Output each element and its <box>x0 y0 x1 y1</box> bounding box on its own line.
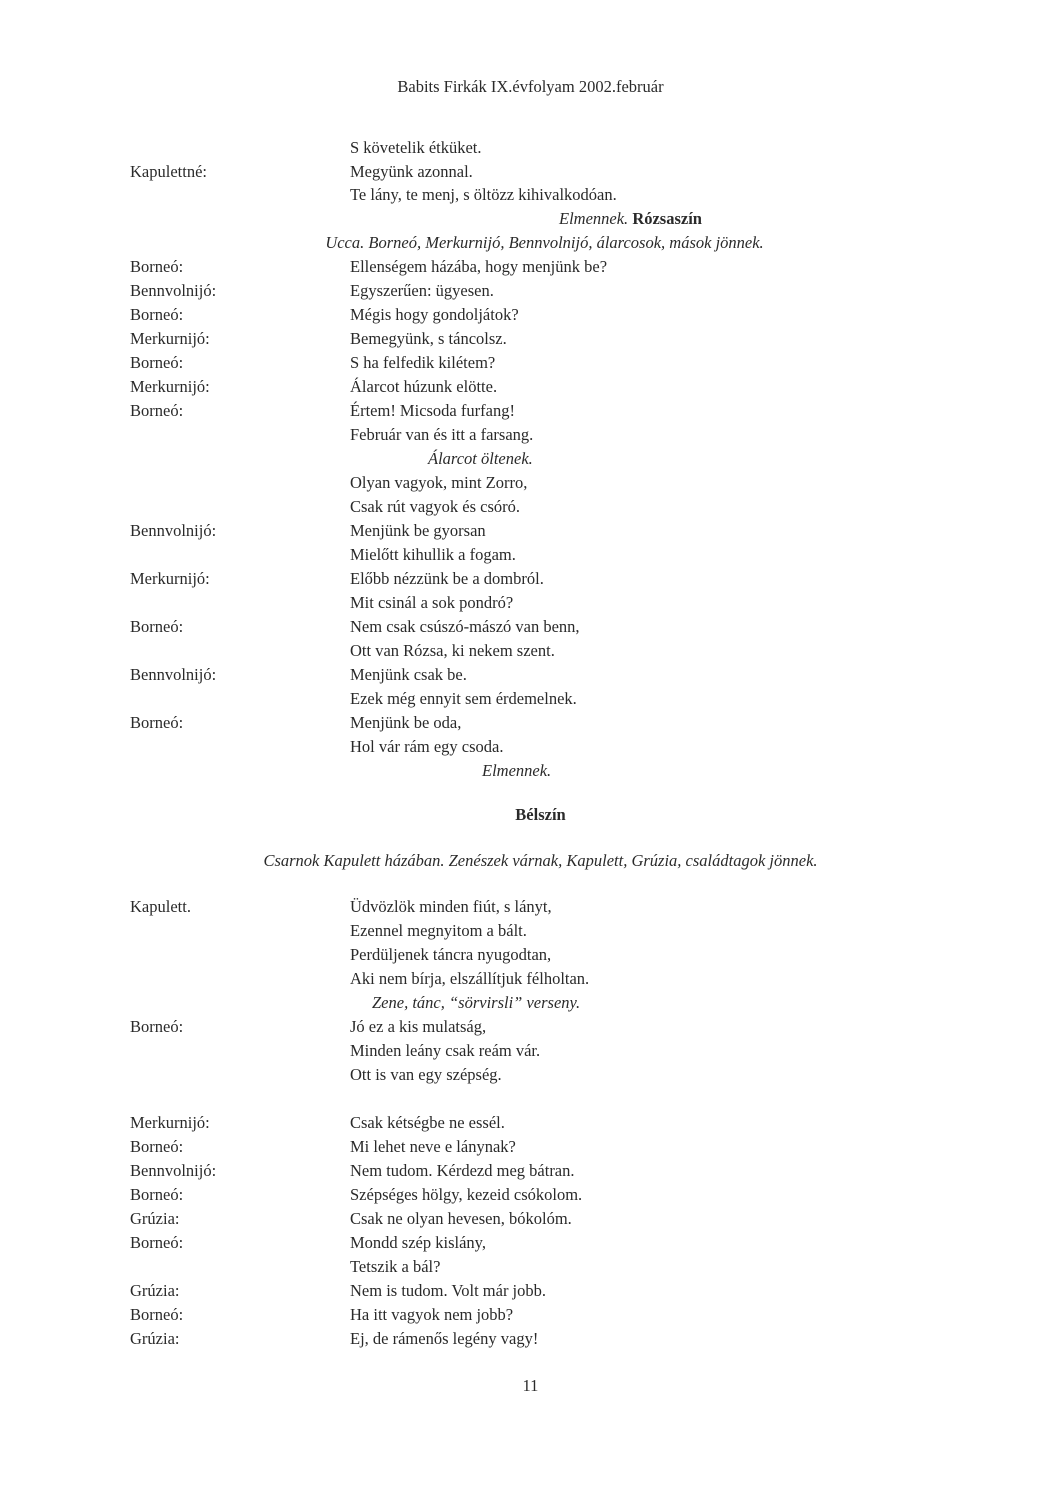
scene-title-rozsaszin: Rózsaszín <box>632 209 702 228</box>
dialogue-line <box>0 375 1061 399</box>
speaker-name: Grúzia: <box>130 1329 180 1348</box>
line-text: Mondd szép kislány, <box>350 1233 486 1252</box>
dialogue-line <box>0 1255 1061 1279</box>
speaker-name: Bennvolnijó: <box>130 665 217 684</box>
exit-direction: Elmennek. <box>559 209 629 228</box>
mask-direction <box>0 447 1061 471</box>
line-text: Ott is van egy szépség. <box>350 1065 502 1084</box>
line-text: Mégis hogy gondoljátok? <box>350 305 519 324</box>
speaker-name: Grúzia: <box>130 1209 180 1228</box>
line-text: Csak kétségbe ne essél. <box>350 1113 505 1132</box>
line-text: Aki nem bírja, elszállítjuk félholtan. <box>350 969 590 988</box>
dialogue-line <box>0 687 1061 711</box>
speaker-name: Borneó: <box>130 713 184 732</box>
line-text: Egyszerűen: ügyesen. <box>350 281 494 300</box>
speaker-name: Grúzia: <box>130 1281 180 1300</box>
speaker-name: Borneó: <box>130 617 184 636</box>
line-text: S követelik étküket. <box>350 138 482 157</box>
line-text: Értem! Micsoda furfang! <box>350 401 515 420</box>
dance-direction <box>0 991 1061 1015</box>
dialogue-line <box>0 943 1061 967</box>
dialogue-line <box>0 895 1061 919</box>
dialogue-line <box>0 519 1061 543</box>
dialogue-line <box>0 735 1061 759</box>
speaker-name: Borneó: <box>130 1185 184 1204</box>
line-text: Mielőtt kihullik a fogam. <box>350 545 516 564</box>
line-text: Ezennel megnyitom a bált. <box>350 921 527 940</box>
line-text: Előbb nézzünk be a dombról. <box>350 569 544 588</box>
line-text: Nem tudom. Kérdezd meg bátran. <box>350 1161 575 1180</box>
dialogue-line <box>0 639 1061 663</box>
dialogue-line <box>0 1303 1061 1327</box>
line-text: Tetszik a bál? <box>350 1257 441 1276</box>
dialogue-line <box>0 399 1061 423</box>
page-number: 11 <box>522 1376 539 1395</box>
line-text: Álarcot húzunk elötte. <box>350 377 498 396</box>
line-text: Mi lehet neve e lánynak? <box>350 1137 516 1156</box>
dialogue-line <box>0 423 1061 447</box>
scene-direction: Ucca. Borneó, Merkurnijó, Bennvolnijó, álarcosok, mások jönnek. <box>325 233 764 252</box>
speaker-name: Kapulett. <box>130 897 191 916</box>
line-text: Menjünk be oda, <box>350 713 462 732</box>
dialogue-line <box>0 471 1061 495</box>
speaker-name: Borneó: <box>130 1233 184 1252</box>
speaker-name: Merkurnijó: <box>130 377 210 396</box>
line-text: Jó ez a kis mulatság, <box>350 1017 487 1036</box>
line-text: Ej, de rámenős legény vagy! <box>350 1329 539 1348</box>
dialogue-line <box>0 663 1061 687</box>
dialogue-line <box>0 279 1061 303</box>
line-text: S ha felfedik kilétem? <box>350 353 496 372</box>
line-text: Nem csak csúszó-mászó van benn, <box>350 617 580 636</box>
line-text: Te lány, te menj, s öltözz kihivalkodóan. <box>350 185 617 204</box>
dialogue-line <box>0 1231 1061 1255</box>
speaker-name: Kapulettné: <box>130 161 207 181</box>
line-text: Bemegyünk, s táncolsz. <box>350 329 507 348</box>
line-text: Csak rút vagyok és csóró. <box>350 497 521 516</box>
scene3-direction: Csarnok Kapulett házában. Zenészek várnak, Kapulett, Grúzia, családtagok jönnek. <box>263 851 818 870</box>
speaker-name: Borneó: <box>130 1017 184 1036</box>
line-text: Üdvözlök minden fiút, s lányt, <box>350 897 552 916</box>
line-text: Perdüljenek táncra nyugodtan, <box>350 945 552 964</box>
scene-title-belszin: Bélszín <box>515 805 566 824</box>
speaker-name: Bennvolnijó: <box>130 1161 217 1180</box>
exit-direction-2-text: Elmennek. <box>482 761 552 780</box>
dialogue-line <box>0 711 1061 735</box>
line-text: Minden leány csak reám vár. <box>350 1041 541 1060</box>
dialogue-line <box>0 567 1061 591</box>
line-text: Ott van Rózsa, ki nekem szent. <box>350 641 555 660</box>
dialogue-line <box>0 1207 1061 1231</box>
dialogue-line <box>0 351 1061 375</box>
dialogue-line <box>0 495 1061 519</box>
dialogue-line <box>0 255 1061 279</box>
line-text: Ezek még ennyit sem érdemelnek. <box>350 689 577 708</box>
dialogue-line <box>0 1063 1061 1087</box>
dialogue-line <box>0 1039 1061 1063</box>
line-text: Mit csinál a sok pondró? <box>350 593 514 612</box>
dance-direction-text: Zene, tánc, “sörvirsli” verseny. <box>372 993 581 1012</box>
exit-direction-and-title <box>0 207 1061 231</box>
line-text: Csak ne olyan hevesen, bókolóm. <box>350 1209 572 1228</box>
speaker-name: Bennvolnijó: <box>130 281 217 300</box>
speaker-name: Merkurnijó: <box>130 569 210 588</box>
dialogue-line <box>0 1327 1061 1351</box>
dialogue-line <box>0 303 1061 327</box>
speaker-name: Borneó: <box>130 257 184 276</box>
speaker-name: Merkurnijó: <box>130 329 210 348</box>
speaker-name: Borneó: <box>130 1137 184 1156</box>
dialogue-line <box>0 136 1061 160</box>
speaker-name: Borneó: <box>130 401 184 420</box>
speaker-name: Merkurnijó: <box>130 1113 210 1132</box>
speaker-name: Borneó: <box>130 353 184 372</box>
dialogue-line <box>0 615 1061 639</box>
dialogue-line <box>0 591 1061 615</box>
line-text: Február van és itt a farsang. <box>350 425 534 444</box>
dialogue-line <box>0 1111 1061 1135</box>
dialogue-line <box>0 543 1061 567</box>
line-text: Nem is tudom. Volt már jobb. <box>350 1281 547 1300</box>
dialogue-line <box>0 1015 1061 1039</box>
dialogue-line <box>0 327 1061 351</box>
line-text: Menjünk csak be. <box>350 665 467 684</box>
dialogue-line <box>0 1183 1061 1207</box>
speaker-name: Borneó: <box>130 305 184 324</box>
line-text: Hol vár rám egy csoda. <box>350 737 504 756</box>
dialogue-line <box>0 1159 1061 1183</box>
dialogue-line <box>0 1135 1061 1159</box>
speaker-name: Bennvolnijó: <box>130 521 217 540</box>
dialogue-line <box>0 183 1061 207</box>
dialogue-line <box>0 160 1061 184</box>
line-text: Megyünk azonnal. <box>350 161 473 181</box>
mask-direction-text: Álarcot öltenek. <box>428 449 533 468</box>
dialogue-line <box>0 1279 1061 1303</box>
page-header: Babits Firkák IX.évfolyam 2002.február <box>397 77 664 96</box>
dialogue-line <box>0 967 1061 991</box>
exit-direction-2 <box>0 759 1061 783</box>
line-text: Olyan vagyok, mint Zorro, <box>350 473 528 492</box>
line-text: Ha itt vagyok nem jobb? <box>350 1305 514 1324</box>
line-text: Menjünk be gyorsan <box>350 521 486 540</box>
dialogue-line <box>0 919 1061 943</box>
line-text: Szépséges hölgy, kezeid csókolom. <box>350 1185 583 1204</box>
speaker-name: Borneó: <box>130 1305 184 1324</box>
line-text: Ellenségem házába, hogy menjünk be? <box>350 257 608 276</box>
